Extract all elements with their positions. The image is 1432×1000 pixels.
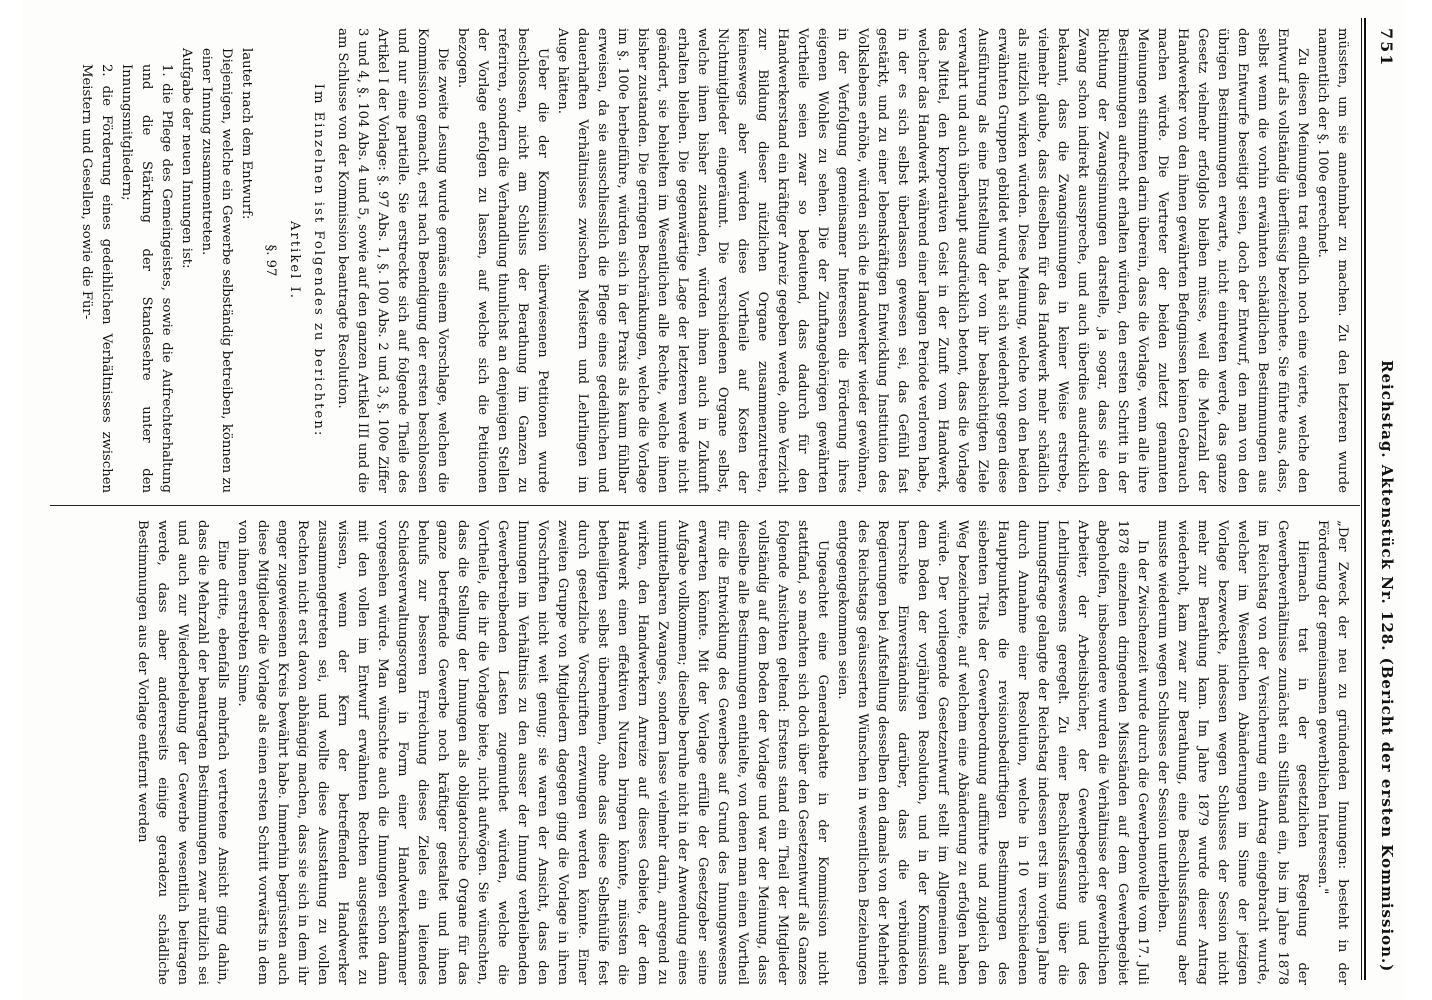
paragraph: Ungeachtet eine Generaldebatte in der Kommission nicht stattfand, so machten sich doch über den Gesetzentwurf als Ganzes folgende Ansichten geltend: Erstens stand ein Theil der Mitglieder vollständig auf dem Boden der Vorlage und war der Meinung, dass dieselbe alle Bestimmungen enthielte, von denen man einen Vortheil für die Entwicklung des Gewerbes auf Grund des Innungswesens erwarten könnte. Mit der Vorlage erfülle der Gesetzgeber seine Aufgabe vollkommen; dieselbe beruhe nicht in der Anwendung eines unmittelbaren Zwanges, sondern lasse vielmehr darin, anregend zu wirken, den Handwerkern Anreize auf dieses Gebiete, der dem Handwerk einen effektiven Nutzen bringen könnte, müssten die betheiligten selbst übernehmen, ohne dass diese Selbsthülfe fest durch gesetzliche Vorschriften erzwungen werden könnte. Einer zweiten Gruppe von Mitgliedern dagegen ging die Vorlage in ihren Vorschriften nicht weit genug; sie waren der Ansicht, dass den Innungen im Verhältniss zu den ausser der Innung verbleibenden Gewerbetreibenden Lasten zugemuthet würden, welche die Vortheile, die ihr die Vorlage biete, nicht aufwögen. Sie wünschten, dass die Stellung der Innungen als obligatorische Organe für das ganze betreffende Gewerbe noch kräftiger gestaltet und ihnen behufs zur besseren Erreichung dieses Zieles ein leitendes Schiedsverwaltungsorgan in Form einer Handwerkerkammer vorgesehen würde. Man wünschte auch die Innungen schon dann mit den vollen im Entwurf erwähnten Rechten ausgestattet zu wissen, wenn der Kern der betreffenden Handwerker zusammengetreten sei, und wollte diese Ausstattung zu vollen Rechten nicht erst davon abhängig machen, dass sie sich in dem ihr enger zugewiesenen Kreis bewährt habe. Immerhin begrüssten auch diese Mitglieder die Vorlage als einen ersten Schritt vorwärts in dem von ihnen erstrebten Sinne. [235,520,830,985]
paragraph: Zu diesen Meinungen trat endlich noch eine vierte, welche den Entwurf als vollständig überflüssig bezeichnete. Sie führte aus, dass, selbst wenn die vorhin erwähnten schädlichen Bestimmungen aus dem Entwurfe beseitigt seien, doch der Entwurf, den man von den übrigen Bestimmungen erwarte, nicht eintreten werde, das ganze Gesetz vielmehr erfolglos bleiben müsse, weil die Mehrzahl der Handwerker von den ihnen gewährten Befugnissen keinen Gebrauch machen würde. Die Vertreter der beiden zuletzt genannten Meinungen stimmten darin überein, dass die Vorlage, wenn alle ihre Bestimmungen aufrecht erhalten würden, den ersten Schritt in der Richtung der Zwangsinnungen darstelle, ja sogar, dass sie den Zwang schon indirekt ausspreche, und auch überdies ausdrücklich bekannt, dass die Zwangsinnungen in keiner Weise erstrebe, vielmehr glaube, dass dieselben für das Handwerk mehr schädlich als nützlich wirken würden. Diese Meinung, welche von den beiden erwähnten Gruppen gebildet wurde, hat sich wiederholt gegen diese Ausführung als eine Entstellung der von ihr beabsichtigten Ziele verwahrt und auch überhaupt ausdrücklich betont, dass die Vorlage das Mittel, den korporativen Geist in der Zunft vom Handwerk, welcher das Handwerk während einer langen Periode verloren habe, in der es sich selbst überlassen gewesen sei, das Gefühl fast gestärkt, und zu einer lebenskräftigen Entwicklung Institution des Volkslebens erhöhe, würden sich die Handwerker wieder gewöhnen, in der Verfolgung gemeinsamer Interessen die Förderung ihres eigenen Wohles zu sehen. Die der Zunftangehörigen gewährten Vortheile seien zwar so bedeutend, dass dadurch für den Handwerkerstand ein kräftiger Anreiz gegeben werde, ohne Verzicht zur Bildung dieser nützlichen Organe zusammenzutreten, keineswegs aber würden diese Vortheile auf Kosten der Nichtmitglieder eingeräumt. Die verschiedenen Organe selbst, welche ihnen bisher zustanden, würden ihnen auch in Zukunft erhalten bleiben. Die gegenwärtige Lage der letzteren werde nicht geändert, sie behielten im Wesentlichen alle Rechte, welche ihnen bisher zustanden. Die geringen Beschränkungen, welche die Vorlage im §. 100e herbeiführe, würden sich in der Praxis als kaum fühlbar erweisen, da sie ausschliesslich die Pflege eines gedeihlichen und dauerhaften Verhältnisses zwischen Meistern und Lehrlingen im Auge hätten. [555,28,1310,493]
paragraph: Die zweite Lesung wurde gemäss einem Vorschlage, welchen die Kommission gemacht, erst nach Beendigung der ersten beschlossen und nur eine partielle. Sie erstreckte sich auf folgende Theile des Artikel I der Vorlage: §. 97 Abs. 1, §. 100 Abs. 2 und 3, §. 100e Ziffer 3 und 4, §. 104 Abs. 4 und 5, sowie auf den ganzen Artikel III und die am Schlusse von der Kommission beantragte Resolution. [335,28,450,493]
quoted-text: „Der Zweck der neu zu gründenden Innungen: besteht in der Förderung der gemeinsamen gewerblichen Interessen." [1315,520,1350,985]
paragraph: Ueber die der Kommission überwiesenen Petitionen wurde beschlossen, nicht am Schluss der Berathung im Ganzen zu referiren, sondern die Verhandlung thunlichst an denjenigen Stellen der Vorlage erfolgen zu lassen, auf welche sich die Petitionen bezogen. [455,28,550,493]
paragraph: In der Zwischenzeit wurde durch die Gewerbenovelle vom 17. Juli 1878 einzelnen dringenden Missständen auf dem Gewerbegebiet abgeholfen, insbesondere wurden die Verhältnisse der gewerblichen Arbeiter, der Arbeitsbücher, der Gewerbegerichte und des Lehrlingswesens geregelt. Zu einer Beschlussfassung über die Innungsfrage gelangte der Reichstag indessen erst im vorigen Jahre durch Annahme einer Resolution, welche in 10 verschiedenen Hauptpunkten die revisionsbedürftigen Bestimmungen des siebenten Titels der Gewerbeordnung aufführte und zugleich den Weg bezeichnete, auf welchem eine Abänderung zu erfolgen haben würde. Der vorliegende Gesetzentwurf stellt im Allgemeinen auf dem Boden der vorjährigen Resolution, und in der Kommission herrschte Einverständniss darüber, dass die verbündeten Regierungen bei Aufstellung desselben den damals von der Mehrheit des Reichstags geäusserten Wünschen in wesentlichen Beziehungen entgegengekommen seien. [835,520,1150,985]
quoted-text: Diejenigen, welche ein Gewerbe selbständig betreiben, können zu einer Innung zusammentreten. [199,48,234,493]
paragraph-heading: §. 97 [263,244,278,277]
paragraph: Hiernach trat in der gesetzlichen Regelung der Gewerbeverhältnisse zunächst ein Stillstand ein, bis im Jahre 1878 im Reichstag von der Versicherung ein Antrag eingebracht wurde, welcher im Wesentlichen Abänderungen im Sinne der jetzigen Vorlage bezweckte, indessen wegen Schlusses der Session nicht mehr zur Berathung kam. Im Jahre 1879 wurde dieser Antrag wiederholt, kam zwar zur Berathung, eine Beschlussfassung aber musste wiederum wegen Schlusses der Session unterbleiben. [1155,520,1310,985]
section-intro: Im Einzelnen ist Folgendes zu berichten: [311,83,326,438]
column-divider [50,505,1360,506]
list-item: 2. die Förderung eines gedeihlichen Verhältnisses zwischen Meistern und Gesellen, sowie die Für- [79,64,114,493]
digitization-footer [1404,0,1432,1000]
paragraph: lautet nach dem Entwurf: [239,48,254,220]
page-number: 751 [1377,28,1396,68]
scanned-page [22,0,1432,1000]
running-title: Reichstag. Aktenstück Nr. 128. (Bericht der ersten Kommission.) [1378,360,1396,973]
list-item: 1. die Pflege des Gemeingeistes, sowie die Aufrechterhaltung und die Stärkung der Standesehre unter den Innungsmitgliedern; [119,64,174,493]
paragraph: Eine dritte, ebenfalls mehrfach vertretene Ansicht ging dahin, dass die Mehrzahl der beantragten Bestimmungen zwar nützlich sei und auch zur Wiederbelebung der Gewerbe wesentlich beitragen werde, dass aber andererseits einige geradezu schädliche Bestimmungen aus der Vorlage entfernt werden [135,520,230,985]
left-column [42,28,1352,493]
header-rule [1361,18,1366,980]
article-heading: Artikel I. [287,221,302,300]
right-column [42,520,1352,985]
quoted-text: Aufgabe der neuen Innungen ist: [179,48,194,269]
page-header [1370,0,1396,1000]
paragraph: müssten, um sie annehmbar zu machen. Zu den letzteren wurde namentlich der §. 100e gerechnet. [1315,28,1350,493]
